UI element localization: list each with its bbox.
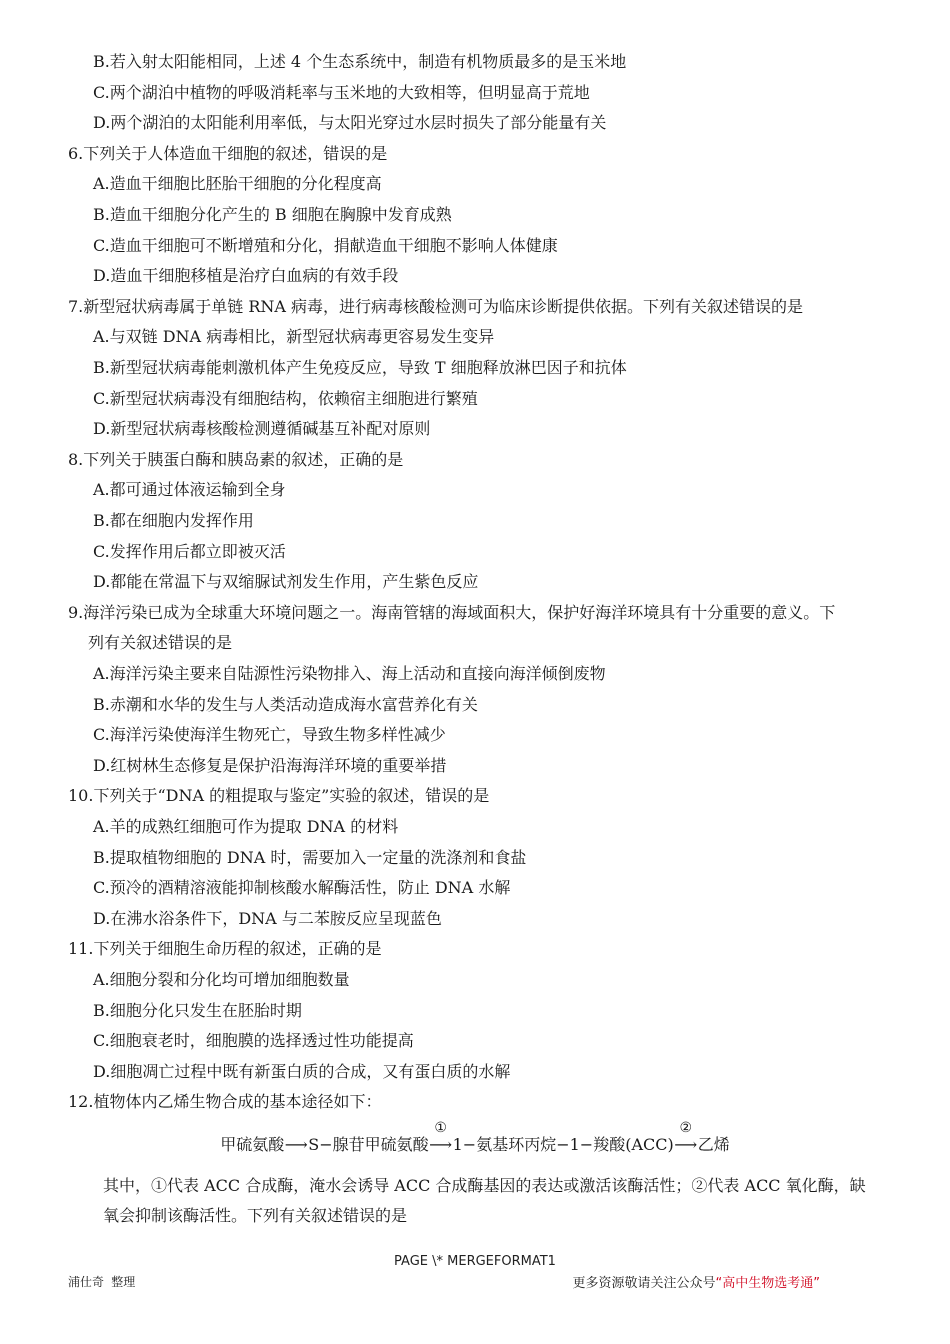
option-line: B.若入射太阳能相同，上述 4 个生态系统中，制造有机物质最多的是玉米地 xyxy=(93,52,627,71)
footer-promo-text: 更多资源敬请关注公众号 xyxy=(572,1276,716,1291)
formula-substrate-methionine: 甲硫氨酸 xyxy=(220,1135,285,1154)
option-line: D.都能在常温下与双缩脲试剂发生作用，产生紫色反应 xyxy=(93,572,479,592)
question-line: 9.海洋污染已成为全球重大环境问题之一。海南管辖的海域面积大，保护好海洋环境具有十分重要的意义。下 xyxy=(68,602,836,622)
footer-promo-account: “高中生物选考通” xyxy=(715,1276,820,1291)
question-12-description-line-1: 其中，①代表 ACC 合成酶，淹水会诱导 ACC 合成酶基因的表达或激活该酶活性；②代表 ACC 氧化酶，缺 xyxy=(103,1176,866,1195)
question-line: 列有关叙述错误的是 xyxy=(88,633,233,653)
arrow-step2-icon: ② ⟶ xyxy=(674,1120,698,1154)
formula-acc: 1−氨基环丙烷−1−羧酸(ACC) xyxy=(452,1135,674,1154)
formula-sam: S−腺苷甲硫氨酸 xyxy=(308,1135,429,1154)
option-line: B.赤潮和水华的发生与人类活动造成海水富营养化有关 xyxy=(93,694,478,714)
option-line: C.细胞衰老时，细胞膜的选择透过性功能提高 xyxy=(93,1031,414,1051)
footer-promo xyxy=(573,1272,821,1291)
question-line: 6.下列关于人体造血干细胞的叙述，错误的是 xyxy=(68,143,388,163)
compiler-note: 浦仕奇 整理 xyxy=(68,1275,136,1289)
option-line: A.与双链 DNA 病毒相比，新型冠状病毒更容易发生变异 xyxy=(93,327,495,347)
option-line: A.细胞分裂和分化均可增加细胞数量 xyxy=(93,970,350,989)
option-line: A.都可通过体液运输到全身 xyxy=(93,480,286,500)
page-number-field: PAGE \* MERGEFORMAT1 xyxy=(394,1254,556,1269)
option-line: D.造血干细胞移植是治疗白血病的有效手段 xyxy=(93,266,399,286)
option-line: D.细胞凋亡过程中既有新蛋白质的合成，又有蛋白质的水解 xyxy=(93,1061,511,1081)
arrow-icon: ⟶ xyxy=(284,1135,308,1154)
option-line: C.两个湖泊中植物的呼吸消耗率与玉米地的大致相等，但明显高于荒地 xyxy=(93,82,590,102)
arrow-step1-icon: ① ⟶ xyxy=(429,1120,453,1154)
step2-label: ② xyxy=(679,1120,693,1136)
option-line: A.造血干细胞比胚胎干细胞的分化程度高 xyxy=(93,174,382,194)
option-line: C.新型冠状病毒没有细胞结构，依赖宿主细胞进行繁殖 xyxy=(93,388,478,408)
option-line: A.海洋污染主要来自陆源性污染物排入、海上活动和直接向海洋倾倒废物 xyxy=(93,664,606,683)
option-line: D.在沸水浴条件下，DNA 与二苯胺反应呈现蓝色 xyxy=(93,908,442,928)
question-line: 7.新型冠状病毒属于单链 RNA 病毒，进行病毒核酸检测可为临床诊断提供依据。下列有关叙述错误的是 xyxy=(68,296,804,316)
option-line: D.红树林生态修复是保护沿海海洋环境的重要举措 xyxy=(93,755,447,775)
option-line: B.细胞分化只发生在胚胎时期 xyxy=(93,1000,302,1020)
option-line: D.两个湖泊的太阳能利用率低，与太阳光穿过水层时损失了部分能量有关 xyxy=(93,113,607,133)
option-line: B.造血干细胞分化产生的 B 细胞在胸腺中发育成熟 xyxy=(93,205,452,224)
question-line: 12.植物体内乙烯生物合成的基本途径如下： xyxy=(68,1092,382,1112)
question-12-description-line-2: 氧会抑制该酶活性。下列有关叙述错误的是 xyxy=(103,1206,408,1225)
option-line: C.预冷的酒精溶液能抑制核酸水解酶活性，防止 DNA 水解 xyxy=(93,878,511,898)
question-line: 11.下列关于细胞生命历程的叙述，正确的是 xyxy=(68,939,382,959)
option-line: D.新型冠状病毒核酸检测遵循碱基互补配对原则 xyxy=(93,419,431,439)
option-line: A.羊的成熟红细胞可作为提取 DNA 的材料 xyxy=(93,817,399,836)
option-line: B.新型冠状病毒能刺激机体产生免疫反应，导致 T 细胞释放淋巴因子和抗体 xyxy=(93,358,627,377)
step1-label: ① xyxy=(434,1120,447,1136)
ethylene-pathway-formula xyxy=(0,1120,950,1157)
option-line: C.发挥作用后都立即被灭活 xyxy=(93,541,286,561)
formula-ethylene: 乙烯 xyxy=(697,1135,730,1154)
option-line: B.都在细胞内发挥作用 xyxy=(93,511,254,530)
option-line: C.造血干细胞可不断增殖和分化，捐献造血干细胞不影响人体健康 xyxy=(93,235,558,255)
option-line: B.提取植物细胞的 DNA 时，需要加入一定量的洗涤剂和食盐 xyxy=(93,847,527,867)
question-line: 10.下列关于“DNA 的粗提取与鉴定”实验的叙述，错误的是 xyxy=(68,786,490,806)
question-line: 8.下列关于胰蛋白酶和胰岛素的叙述，正确的是 xyxy=(68,449,404,469)
option-line: C.海洋污染使海洋生物死亡，导致生物多样性减少 xyxy=(93,725,446,745)
